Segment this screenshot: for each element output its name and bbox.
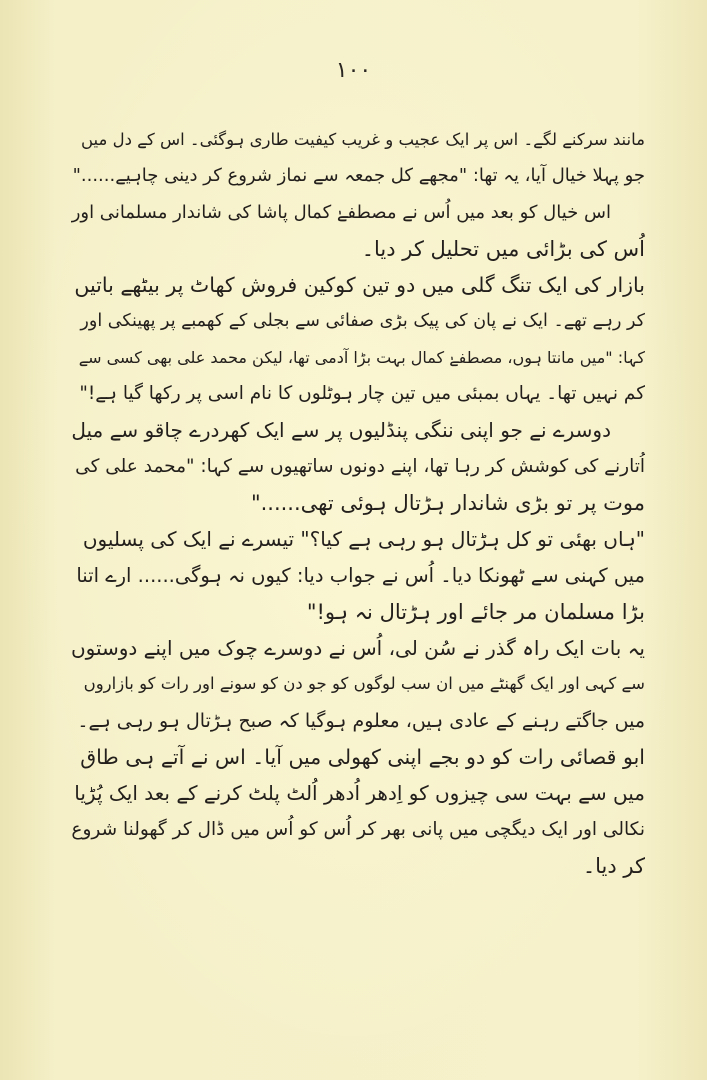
text-line: جو پہلا خیال آیا، یہ تھا: "مجھے کل جمعہ سے نماز شروع کر دینی چاہیے......" — [72, 165, 645, 187]
paragraph — [70, 630, 645, 739]
text-line: دوسرے نے جو اپنی ننگی پنڈلیوں پر سے ایک کھردرے چاقو سے میل — [71, 418, 611, 443]
text-line: مانند سرکنے لگے۔ اس پر ایک عجیب و غریب کیفیت طاری ہوگئی۔ اس کے دل میں — [80, 130, 645, 149]
paragraph — [70, 267, 645, 412]
paragraph — [70, 739, 645, 884]
text-line: کہا: "میں مانتا ہوں، مصطفےٰ کمال بہت بڑا آدمی تھا، لیکن محمد علی بھی کسی سے — [78, 347, 645, 367]
text-line: نکالی اور ایک دیگچی میں پانی بھر کر اُس کو اُس میں ڈال کر گھولنا شروع — [71, 818, 645, 840]
text-line: بڑا مسلمان مر جائے اور ہڑتال نہ ہو!" — [306, 599, 645, 624]
text-line: موت پر تو بڑی شاندار ہڑتال ہوئی تھی......" — [250, 490, 645, 515]
text-line: اُس کی بڑائی میں تحلیل کر دیا۔ — [361, 236, 645, 261]
body-text — [70, 122, 645, 884]
paragraph — [70, 521, 645, 630]
text-line: کر رہے تھے۔ ایک نے پان کی پیک بڑی صفائی سے بجلی کے کھمبے پر پھینکی اور — [80, 311, 645, 332]
text-line: اُتارنے کی کوشش کر رہا تھا، اپنے دونوں ساتھیوں سے کہا: "محمد علی کی — [75, 455, 645, 477]
text-line: سے کہی اور ایک گھنٹے میں ان سب لوگوں کو جو دن کو سونے اور رات کو بازاروں — [83, 674, 645, 694]
paragraph — [70, 122, 645, 195]
page-number: ۱۰۰ — [335, 58, 372, 83]
text-line: میں جاگتے رہنے کے عادی ہیں، معلوم ہوگیا کہ صبح ہڑتال ہو رہی ہے۔ — [77, 709, 645, 732]
text-line: میں کہنی سے ٹھونکا دیا۔ اُس نے جواب دیا: کیوں نہ ہوگی...... ارے اتنا — [76, 563, 645, 587]
text-line: ابو قصائی رات کو دو بجے اپنی کھولی میں آیا۔ اس نے آتے ہی طاق — [80, 745, 645, 770]
paragraph — [70, 412, 645, 521]
text-line: میں سے بہت سی چیزوں کو اِدھر اُدھر اُلٹ پلٹ کرنے کے بعد ایک پُڑیا — [74, 781, 645, 806]
paragraph — [70, 195, 645, 268]
text-line: بازار کی ایک تنگ گلی میں دو تین کوکین فروش کھاٹ پر بیٹھے باتیں — [74, 273, 645, 298]
text-line: "ہاں بھئی تو کل ہڑتال ہو رہی ہے کیا؟" تیسرے نے ایک کی پسلیوں — [82, 527, 645, 552]
text-line: کم نہیں تھا۔ یہاں بمبئی میں تین چار ہوٹلوں کا نام اسی پر رکھا گیا ہے!" — [79, 383, 645, 405]
text-line: یہ بات ایک راہ گذر نے سُن لی، اُس نے دوسرے چوک میں اپنے دوستوں — [70, 636, 645, 661]
text-line: اس خیال کو بعد میں اُس نے مصطفےٰ کمال پاشا کی شاندار مسلمانی اور — [71, 201, 611, 223]
text-line: کر دیا۔ — [582, 853, 645, 878]
